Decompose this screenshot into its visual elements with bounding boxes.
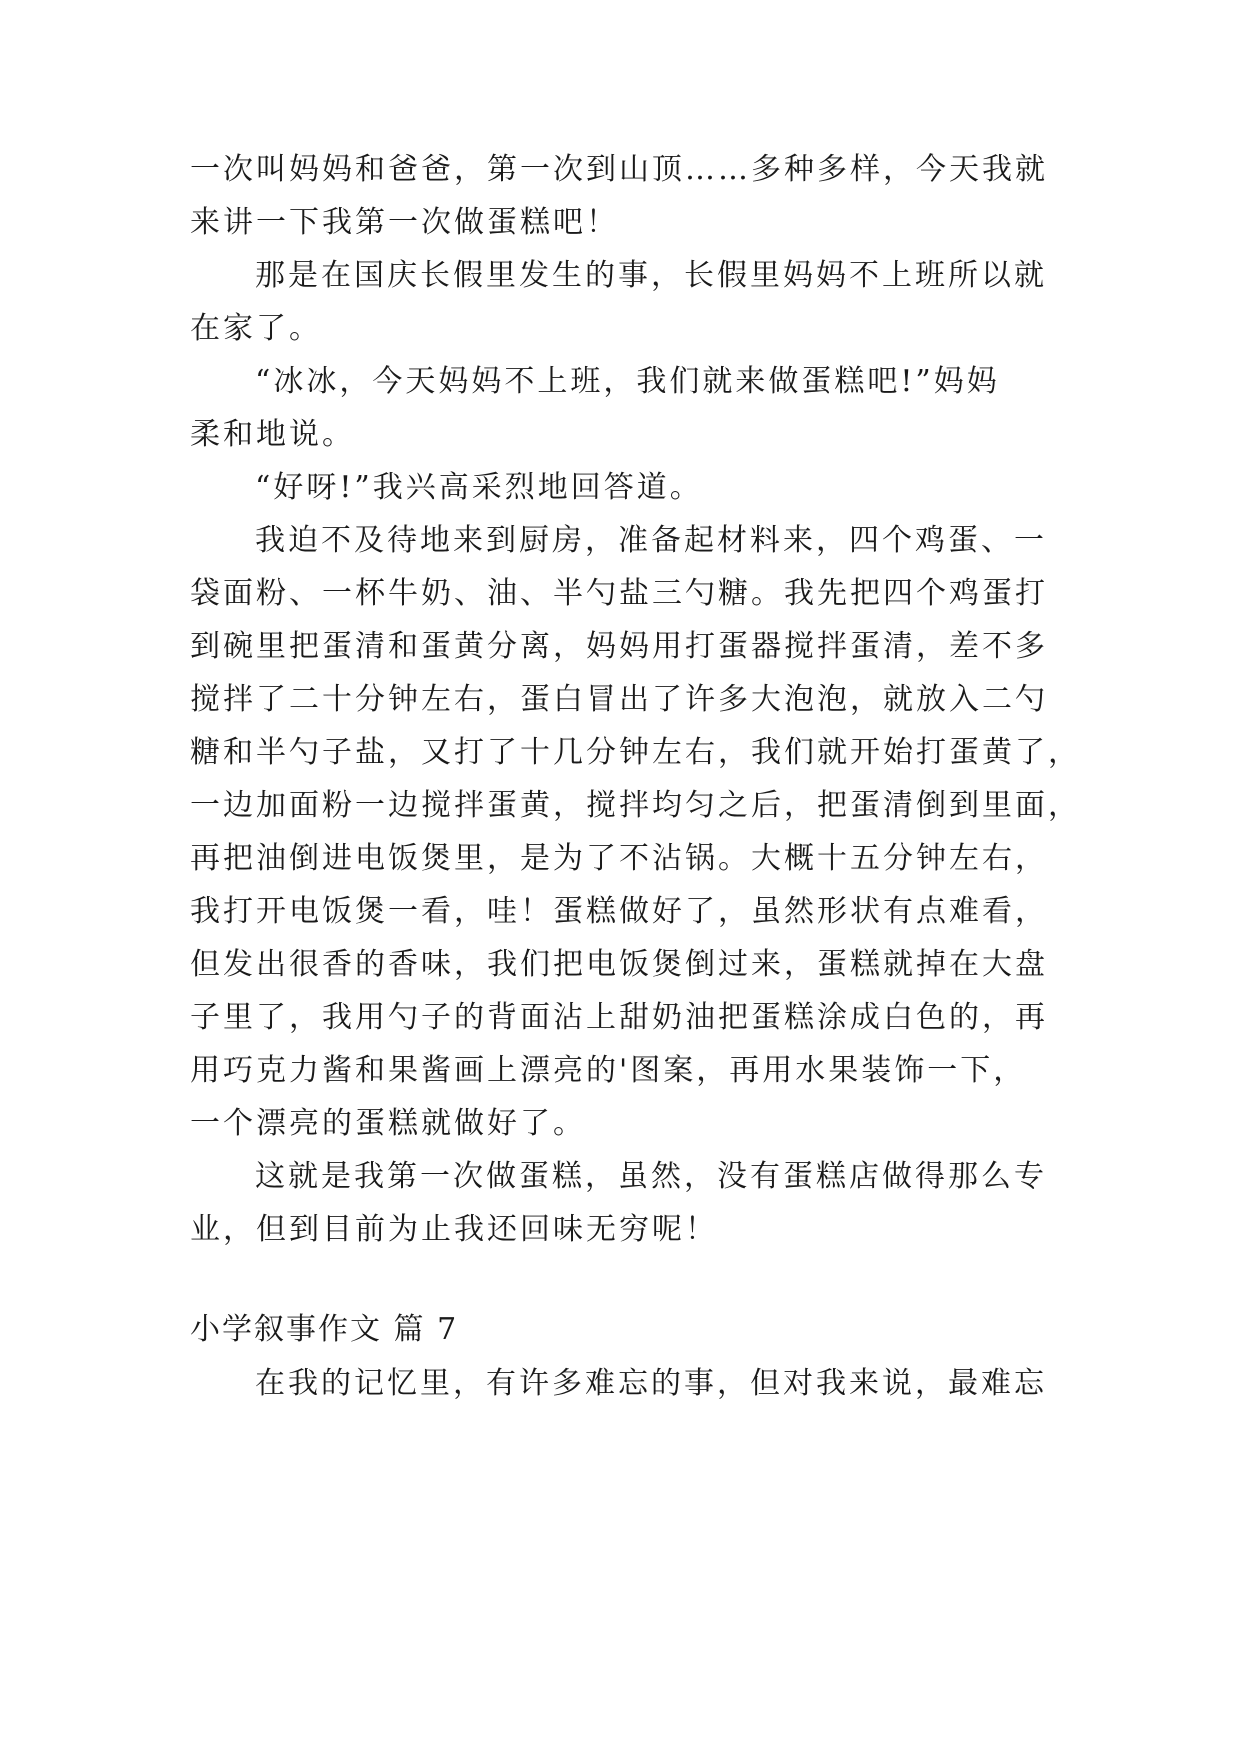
paragraph-start: 这就是我第一次做蛋糕，虽然，没有蛋糕店做得那么专 (255, 1159, 1047, 1194)
text-line: 我打开电饭煲一看，哇！蛋糕做好了，虽然形状有点难看， (190, 894, 1048, 929)
text-line: 一个漂亮的蛋糕就做好了。 (190, 1106, 586, 1141)
text-line: 但发出很香的香味，我们把电饭煲倒过来，蛋糕就掉在大盘 (190, 947, 1048, 982)
text-line: 搅拌了二十分钟左右，蛋白冒出了许多大泡泡，就放入二勺 (190, 682, 1048, 717)
text-line: 再把油倒进电饭煲里，是为了不沾锅。大概十五分钟左右， (190, 841, 1048, 876)
text-line: 用巧克力酱和果酱画上漂亮的'图案，再用水果装饰一下， (190, 1053, 1027, 1088)
paragraph-start: 那是在国庆长假里发生的事，长假里妈妈不上班所以就 (255, 258, 1047, 293)
text-line: 来讲一下我第一次做蛋糕吧！ (190, 205, 619, 240)
text-line: 一边加面粉一边搅拌蛋黄，搅拌均匀之后，把蛋清倒到里面， (190, 788, 1081, 823)
paragraph-start: 我迫不及待地来到厨房，准备起材料来，四个鸡蛋、一 (255, 523, 1047, 558)
paragraph-start: 在我的记忆里，有许多难忘的事，但对我来说，最难忘 (255, 1366, 1047, 1401)
text-line: 一次叫妈妈和爸爸，第一次到山顶……多种多样，今天我就 (190, 152, 1048, 187)
text-line: 子里了，我用勺子的背面沾上甜奶油把蛋糕涂成白色的，再 (190, 1000, 1048, 1035)
text-line: 袋面粉、一杯牛奶、油、半勺盐三勺糖。我先把四个鸡蛋打 (190, 576, 1048, 611)
paragraph-start: “冰冰，今天妈妈不上班，我们就来做蛋糕吧!”妈妈 (255, 364, 1000, 399)
text-line: 业，但到目前为止我还回味无穷呢！ (190, 1212, 718, 1247)
section-heading: 小学叙事作文 篇 7 (190, 1312, 459, 1347)
text-line: 在家了。 (190, 311, 322, 346)
paragraph-start: “好呀!”我兴高采烈地回答道。 (255, 470, 703, 505)
text-line: 柔和地说。 (190, 417, 355, 452)
text-line: 到碗里把蛋清和蛋黄分离，妈妈用打蛋器搅拌蛋清，差不多 (190, 629, 1048, 664)
text-line: 糖和半勺子盐，又打了十几分钟左右，我们就开始打蛋黄了， (190, 735, 1081, 770)
